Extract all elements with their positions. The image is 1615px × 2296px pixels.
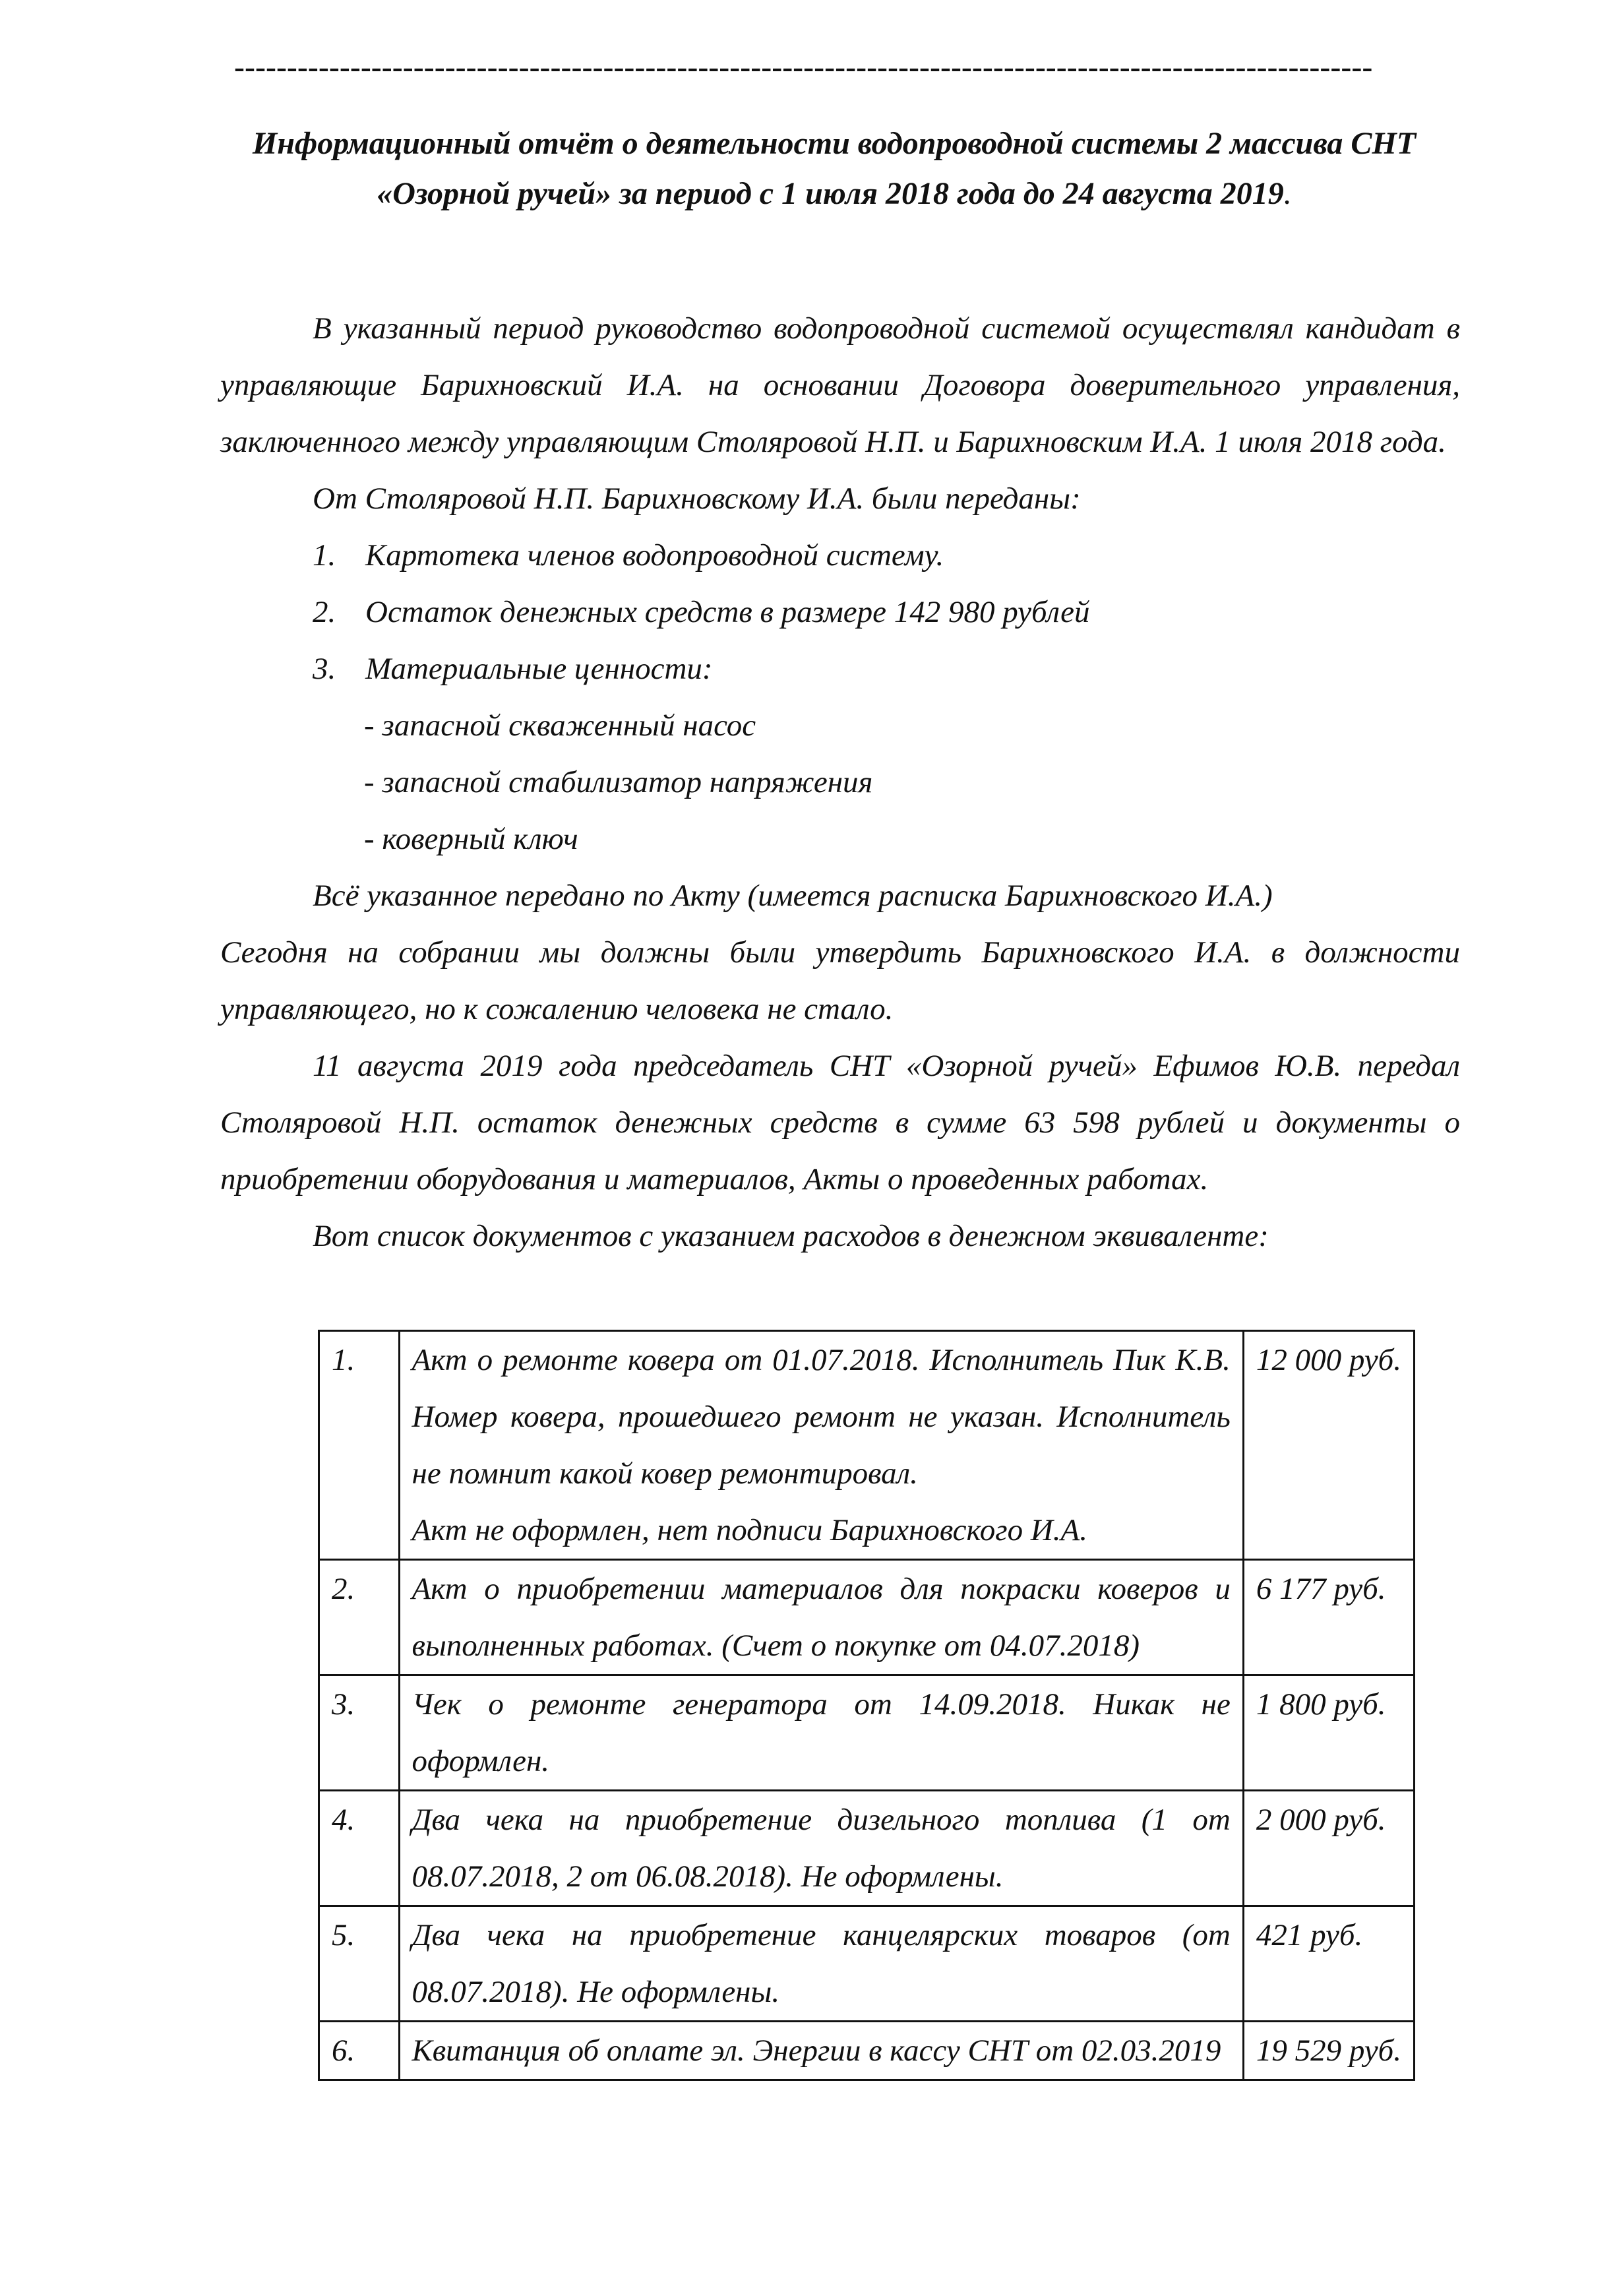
row-number: 5. — [319, 1906, 400, 2022]
paragraph-management: В указанный период руководство водопроводной системой осуществлял кандидат в управляющие Барихновский И.А. на основании Договора доверительного управления, заключенного между управляющим Столяровой Н.П. и Барихновским И.А. 1 июля 2018 года. — [220, 311, 1460, 459]
row-number: 6. — [319, 2022, 400, 2080]
table-row — [319, 1906, 1415, 2022]
expenses-table — [318, 1330, 1415, 2081]
row-description: Два чека на приобретение канцелярских товаров (от 08.07.2018). Не оформлены. — [399, 1906, 1243, 2022]
title-line-2-text: «Озорной ручей» за период с 1 июля 2018 года до 24 августа 2019 — [377, 176, 1284, 211]
list-item-number: 3. — [313, 652, 336, 686]
title-period: . — [1283, 176, 1292, 211]
document-title — [198, 119, 1471, 219]
row-amount: 19 529 руб. — [1243, 2022, 1414, 2080]
row-description-text: Акт о ремонте ковера от 01.07.2018. Исполнитель Пик К.В. Номер ковера, прошедшего ремонт не указан. Исполнитель не помнит какой ковер ремонтировал. — [411, 1343, 1231, 1491]
separator-line: ------------------------------------------------------------------------------------------------------------ — [234, 49, 1373, 84]
paragraph-act: Всё указанное передано по Акту (имеется расписка Барихновского И.А.) — [313, 879, 1273, 913]
sub-list-item: - коверный ключ — [364, 822, 578, 856]
row-amount: 421 руб. — [1243, 1906, 1414, 2022]
row-number: 4. — [319, 1791, 400, 1906]
row-description: Чек о ремонте генератора от 14.09.2018. Никак не оформлен. — [399, 1675, 1243, 1791]
list-item — [313, 584, 1460, 640]
row-number: 3. — [319, 1675, 400, 1791]
paragraph-transferred: От Столяровой Н.П. Барихновскому И.А. были переданы: — [313, 481, 1081, 516]
row-amount: 12 000 руб. — [1243, 1331, 1414, 1560]
title-line-1: Информационный отчёт о деятельности водопроводной системы 2 массива СНТ — [252, 126, 1417, 161]
row-description: Два чека на приобретение дизельного топлива (1 от 08.07.2018, 2 от 06.08.2018). Не оформлены. — [399, 1791, 1243, 1906]
list-item-number: 2. — [313, 595, 336, 629]
row-description-note: Акт не оформлен, нет подписи Барихновского И.А. — [411, 1513, 1087, 1547]
sub-list-item: - запасной скваженный насос — [364, 708, 756, 743]
list-item-text: Остаток денежных средств в размере 142 980 рублей — [365, 595, 1090, 629]
list-item — [313, 527, 1460, 584]
table-row — [319, 2022, 1415, 2080]
table-row — [319, 1675, 1415, 1791]
paragraph-meeting: Сегодня на собрании мы должны были утвердить Барихновского И.А. в должности управляющего, но к сожалению человека не стало. — [220, 935, 1460, 1026]
sub-list-item: - запасной стабилизатор напряжения — [364, 765, 873, 799]
list-item-text: Картотека членов водопроводной систему. — [365, 538, 944, 573]
list-item — [313, 640, 1460, 697]
row-number: 2. — [319, 1560, 400, 1675]
row-number: 1. — [319, 1331, 400, 1560]
table-row — [319, 1560, 1415, 1675]
row-amount: 2 000 руб. — [1243, 1791, 1414, 1906]
paragraph-doc-list-intro: Вот список документов с указанием расходов в денежном эквиваленте: — [313, 1219, 1269, 1253]
row-description — [399, 1331, 1243, 1560]
list-item-number: 1. — [313, 538, 336, 573]
row-amount: 1 800 руб. — [1243, 1675, 1414, 1791]
title-line-2 — [198, 169, 1471, 219]
row-description: Квитанция об оплате эл. Энергии в кассу СНТ от 02.03.2019 — [399, 2022, 1243, 2080]
table-row — [319, 1331, 1415, 1560]
document-body — [220, 300, 1460, 1264]
row-description: Акт о приобретении материалов для покраски коверов и выполненных работах. (Счет о покупке от 04.07.2018) — [399, 1560, 1243, 1675]
row-amount: 6 177 руб. — [1243, 1560, 1414, 1675]
list-item-text: Материальные ценности: — [365, 652, 713, 686]
paragraph-chairman: 11 августа 2019 года председатель СНТ «Озорной ручей» Ефимов Ю.В. передал Столяровой Н.П. остаток денежных средств в сумме 63 598 рублей и документы о приобретении оборудования и материалов, Акты о проведенных работах. — [220, 1049, 1460, 1196]
table-row — [319, 1791, 1415, 1906]
